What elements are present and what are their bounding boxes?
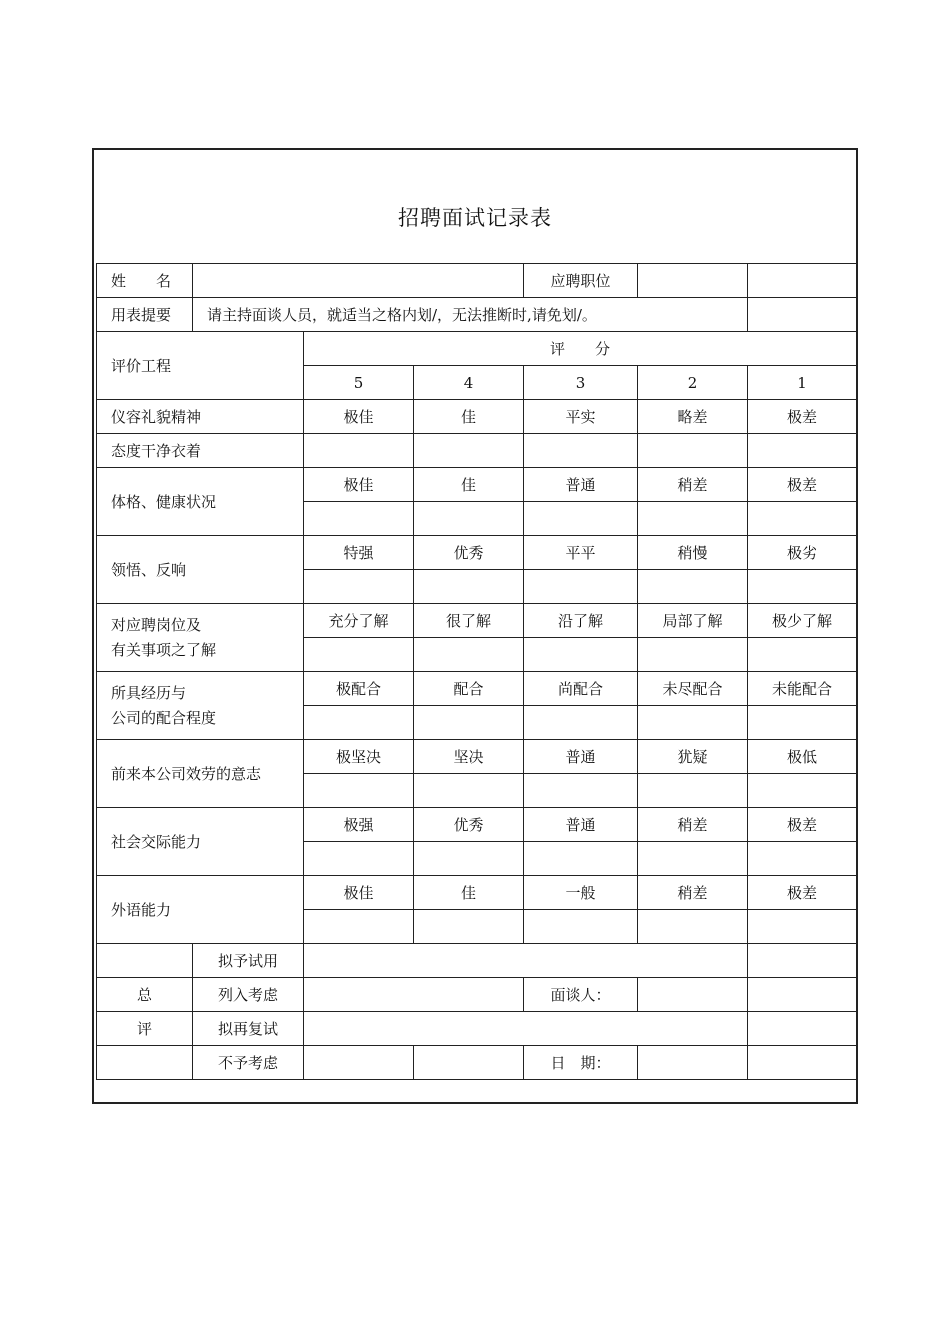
- level-cell: 优秀: [414, 536, 524, 570]
- mark-cell[interactable]: [524, 502, 638, 536]
- score-5: 5: [304, 366, 414, 400]
- name-label: 姓 名: [97, 264, 193, 298]
- level-cell: 一般: [524, 876, 638, 910]
- usage-label: 用表提要: [97, 298, 193, 332]
- date-label: 日 期：: [524, 1046, 638, 1080]
- mark-cell[interactable]: [414, 434, 524, 468]
- summary-row-reinterview: [97, 1012, 857, 1046]
- level-cell: 犹疑: [638, 740, 748, 774]
- mark-cell[interactable]: [638, 910, 748, 944]
- level-cell: 坚决: [414, 740, 524, 774]
- mark-cell[interactable]: [304, 434, 414, 468]
- level-cell: 极差: [748, 876, 857, 910]
- criterion-label: 外语能力: [97, 876, 304, 944]
- mark-cell[interactable]: [524, 910, 638, 944]
- mark-cell[interactable]: [638, 842, 748, 876]
- form-title: 招聘面试记录表: [398, 205, 552, 230]
- level-cell: 略差: [638, 400, 748, 434]
- summary-side-cell: [97, 944, 193, 978]
- level-cell: 极佳: [304, 468, 414, 502]
- level-cell: 稍差: [638, 468, 748, 502]
- interviewer-extra-field[interactable]: [748, 978, 857, 1012]
- criterion-label: 领悟、反响: [97, 536, 304, 604]
- mark-cell[interactable]: [638, 502, 748, 536]
- criterion-label: 前来本公司效劳的意志: [97, 740, 304, 808]
- mark-cell[interactable]: [638, 570, 748, 604]
- level-cell: 尚配合: [524, 672, 638, 706]
- criterion-label: 仪容礼貌精神: [97, 400, 304, 434]
- summary-field[interactable]: [304, 978, 524, 1012]
- level-cell: 极少了解: [748, 604, 857, 638]
- mark-cell[interactable]: [748, 502, 857, 536]
- mark-cell[interactable]: [748, 434, 857, 468]
- criterion-label-line1: 所具经历与: [111, 683, 187, 702]
- criterion-row-social: [97, 808, 857, 842]
- mark-cell[interactable]: [414, 570, 524, 604]
- mark-cell[interactable]: [304, 910, 414, 944]
- level-cell: 普通: [524, 808, 638, 842]
- criterion-row-comprehension: [97, 536, 857, 570]
- score-3: 3: [524, 366, 638, 400]
- mark-cell[interactable]: [304, 570, 414, 604]
- mark-cell[interactable]: [638, 638, 748, 672]
- mark-cell[interactable]: [304, 706, 414, 740]
- criterion-row-attire: [97, 434, 857, 468]
- mark-cell[interactable]: [524, 774, 638, 808]
- score-1: 1: [748, 366, 857, 400]
- summary-row-consider: [97, 978, 857, 1012]
- position-field[interactable]: [638, 264, 748, 298]
- summary-side-char: 评: [97, 1012, 193, 1046]
- criterion-label: 态度干净衣着: [97, 434, 304, 468]
- score-4: 4: [414, 366, 524, 400]
- mark-cell[interactable]: [748, 570, 857, 604]
- scoring-header-row: [97, 332, 857, 366]
- criterion-row-appearance: [97, 400, 857, 434]
- level-cell: 极劣: [748, 536, 857, 570]
- mark-cell[interactable]: [524, 434, 638, 468]
- mark-cell[interactable]: [304, 774, 414, 808]
- mark-cell[interactable]: [524, 570, 638, 604]
- mark-cell[interactable]: [414, 638, 524, 672]
- criterion-label: 社会交际能力: [97, 808, 304, 876]
- interviewer-field[interactable]: [638, 978, 748, 1012]
- level-cell: 未尽配合: [638, 672, 748, 706]
- criterion-label-line1: 对应聘岗位及: [111, 615, 202, 634]
- name-field[interactable]: [193, 264, 524, 298]
- criterion-row-language: [97, 876, 857, 910]
- level-cell: 佳: [414, 876, 524, 910]
- criterion-row-willingness: [97, 740, 857, 774]
- interviewer-label: 面谈人：: [524, 978, 638, 1012]
- mark-cell[interactable]: [414, 910, 524, 944]
- summary-row-reject: [97, 1046, 857, 1080]
- level-cell: 未能配合: [748, 672, 857, 706]
- level-cell: 极差: [748, 400, 857, 434]
- mark-cell[interactable]: [748, 842, 857, 876]
- criteria-header: 评价工程: [97, 332, 304, 400]
- mark-cell[interactable]: [748, 910, 857, 944]
- level-cell: 稍慢: [638, 536, 748, 570]
- level-cell: 平平: [524, 536, 638, 570]
- level-cell: 很了解: [414, 604, 524, 638]
- summary-option[interactable]: 拟予试用: [193, 944, 304, 978]
- criterion-label: 体格、健康状况: [97, 468, 304, 536]
- summary-option[interactable]: 拟再复试: [193, 1012, 304, 1046]
- level-cell: 特强: [304, 536, 414, 570]
- mark-cell[interactable]: [638, 774, 748, 808]
- summary-field[interactable]: [304, 1012, 748, 1046]
- level-cell: 配合: [414, 672, 524, 706]
- level-cell: 佳: [414, 468, 524, 502]
- summary-side-cell: [97, 1046, 193, 1080]
- summary-row-trial: [97, 944, 857, 978]
- summary-field[interactable]: [304, 1046, 414, 1080]
- level-cell: 局部了解: [638, 604, 748, 638]
- mark-cell[interactable]: [524, 706, 638, 740]
- level-cell: 极佳: [304, 400, 414, 434]
- level-cell: 普通: [524, 740, 638, 774]
- interview-form-table: [96, 263, 857, 1080]
- position-label: 应聘职位: [524, 264, 638, 298]
- mark-cell[interactable]: [638, 706, 748, 740]
- mark-cell[interactable]: [524, 842, 638, 876]
- level-cell: 极差: [748, 468, 857, 502]
- summary-option[interactable]: 不予考虑: [193, 1046, 304, 1080]
- criterion-label-line2: 有关事项之了解: [111, 640, 217, 659]
- summary-side-char: 总: [97, 978, 193, 1012]
- position-extra-field[interactable]: [748, 264, 857, 298]
- summary-extra-field[interactable]: [748, 944, 857, 978]
- level-cell: 普通: [524, 468, 638, 502]
- mark-cell[interactable]: [748, 774, 857, 808]
- summary-extra-field[interactable]: [748, 1012, 857, 1046]
- interview-record-sheet: [92, 148, 858, 1104]
- score-header: 评 分: [304, 332, 857, 366]
- mark-cell[interactable]: [414, 502, 524, 536]
- mark-cell[interactable]: [524, 638, 638, 672]
- level-cell: 极差: [748, 808, 857, 842]
- level-cell: 优秀: [414, 808, 524, 842]
- mark-cell[interactable]: [414, 842, 524, 876]
- criterion-label: [97, 672, 304, 740]
- summary-option[interactable]: 列入考虑: [193, 978, 304, 1012]
- usage-row: [97, 298, 857, 332]
- criterion-row-health: [97, 468, 857, 502]
- criterion-row-experience: [97, 672, 857, 706]
- criterion-label: [97, 604, 304, 672]
- score-2: 2: [638, 366, 748, 400]
- mark-cell[interactable]: [304, 502, 414, 536]
- mark-cell[interactable]: [638, 434, 748, 468]
- mark-cell[interactable]: [304, 638, 414, 672]
- level-cell: 充分了解: [304, 604, 414, 638]
- summary-field[interactable]: [304, 944, 748, 978]
- date-field[interactable]: [638, 1046, 748, 1080]
- usage-extra-field[interactable]: [748, 298, 857, 332]
- level-cell: 极低: [748, 740, 857, 774]
- level-cell: 佳: [414, 400, 524, 434]
- level-cell: 极配合: [304, 672, 414, 706]
- level-cell: 极坚决: [304, 740, 414, 774]
- level-cell: 平实: [524, 400, 638, 434]
- level-cell: 极佳: [304, 876, 414, 910]
- date-extra-field[interactable]: [748, 1046, 857, 1080]
- level-cell: 稍差: [638, 808, 748, 842]
- level-cell: 极强: [304, 808, 414, 842]
- criterion-label-line2: 公司的配合程度: [111, 708, 217, 727]
- name-row: [97, 264, 857, 298]
- mark-cell[interactable]: [748, 638, 857, 672]
- mark-cell[interactable]: [414, 706, 524, 740]
- mark-cell[interactable]: [748, 706, 857, 740]
- criterion-row-job-knowledge: [97, 604, 857, 638]
- summary-field[interactable]: [414, 1046, 524, 1080]
- usage-text: 请主持面谈人员，就适当之格内划/，无法推断时,请免划/。: [193, 298, 748, 332]
- level-cell: 稍差: [638, 876, 748, 910]
- mark-cell[interactable]: [414, 774, 524, 808]
- level-cell: 沿了解: [524, 604, 638, 638]
- mark-cell[interactable]: [304, 842, 414, 876]
